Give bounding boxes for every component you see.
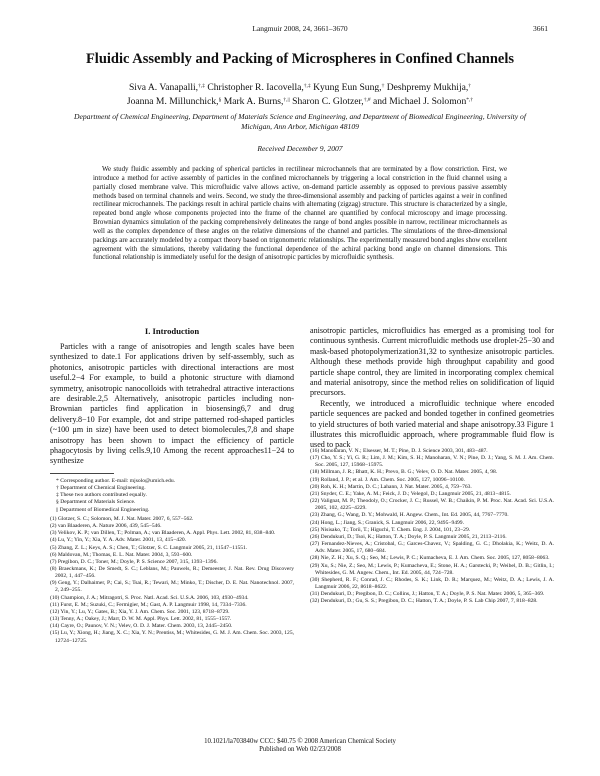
reference: (1) Glotzer, S. C.; Solomon, M. J. Nat. Mater. 2007, 6, 557−562. [50, 515, 194, 522]
reference: (2) van Blaaderen, A. Nature 2006, 439, 545−546. [50, 523, 162, 530]
author: and Michael J. Solomon*,† [372, 96, 474, 108]
page-number: 3661 [533, 24, 548, 33]
reference: (15) Lu, Y.; Xiong, H.; Jiang, X. C.; Xia, Y. N.; Prentiss, M.; Whitesides, G. M. J. Am. Chem. Soc. 2003, 125, 12724−12725. [50, 630, 294, 644]
reference: (9) Geng, Y.; Dalhaimer, P.; Cai, S.; Tsai, R.; Tewari, M.; Minko, T.; Discher, D. E. Nat. Nanotechnol. 2007, 2, 249−255. [50, 580, 294, 594]
reference: (27) Fernandez-Nieves, A.; Cristobal, G.; Garces-Chavez, V.; Spalding, G. C.; Dholakia, K.; Weitz, D. A. Adv. Mater. 2005, 17, 680−684. [310, 541, 554, 555]
reference: (16) Manoharan, V. N.; Elsesser, M. T.; Pine, D. J. Science 2003, 301, 483−487. [310, 448, 488, 454]
reference: (7) Pregibon, D. C.; Toner, M.; Doyle, P. S. Science 2007, 315, 1393−1396. [50, 558, 218, 565]
references-right [310, 448, 554, 605]
references-left [50, 516, 294, 645]
reference: (26) Dendukuri, D.; Tsoi, K.; Hatton, T. A.; Doyle, P. S. Langmuir 2005, 21, 2113−2116. [310, 533, 507, 540]
footnote: † Department of Chemical Engineering. [56, 485, 146, 492]
right-column [310, 326, 554, 451]
reference: (25) Nisisako, T.; Torii, T.; Higuchi, T. Chem. Eng. J. 2004, 101, 23−29. [310, 526, 471, 533]
section-heading: I. Introduction [144, 326, 200, 336]
reference: (19) Rolland, J. P.; et al. J. Am. Chem. Soc. 2005, 127, 10096−10100. [310, 476, 465, 483]
reference: (13) Tenny, A.; Oakey, J.; Marr, D. W. M. Appl. Phys. Lett. 2002, 81, 1555−1557. [50, 616, 232, 623]
affiliation: Department of Chemical Engineering, Department of Materials Science and Engineering, and Department of Biomedical Engineering, University of Michigan, Ann Arbor, Michigan 48109 [74, 112, 526, 131]
reference: (32) Dendukuri, D.; Gu, S. S.; Pregibon, D. C.; Hatton, T. A.; Doyle, P. S. Lab Chip 2007, 7, 818−828. [310, 598, 538, 605]
reference: (18) Millman, J. R.; Bhatt, K. H.; Prevo, B. G.; Velev, O. D. Nat. Mater. 2005, 4, 98. [310, 469, 498, 476]
footnote-rule [50, 473, 114, 474]
author: Deshpremy Mukhija,† [386, 82, 472, 93]
author: Christopher R. Iacovella,†,‡ [207, 82, 311, 93]
body-text [50, 342, 294, 467]
reference: (31) Dendukuri, D.; Pregibon, D. C.; Collins, J.; Hatton, T. A.; Doyle, P. S. Nat. Mater. 2006, 5, 365−369. [310, 591, 545, 598]
author: Joanna M. Millunchick,§ [126, 96, 222, 108]
reference: (20) Roh, K. H.; Martin, D. C.; Lahann, J. Nat. Mater. 2005, 4, 759−763. [310, 483, 472, 490]
running-header [0, 24, 600, 33]
reference: (6) Maldovan, M.; Thomas, E. L. Nat. Mater. 2004, 3, 593−600. [50, 551, 193, 558]
left-column [50, 326, 294, 645]
intro-paragraph: Particles with a range of anisotropies and length scales have been synthesized to date.1 For applications driven by self-assembly, such as photonics, anisotropic particles with directional interactions are most useful.2−4 For example, to build a photonic structure with diamond symmetry, anisotropic nanocolloids with tetrahedral attractive interactions are desirable.2,5 Alternatively, anisotropic particles including non-Brownian particles find application in biosensing6,7 and drug delivery.8−10 For example, dot and stripe patterned rod-shaped particles (~100 μm in size) have been used to detect biomolecules,7,8 and shape anisotropy has been shown to impact the efficiency of particle phagocytosis by living cells.9,10 Among the recent approaches11−24 to synthesize [50, 342, 294, 466]
doi-line: 10.1021/la703840w CCC: $40.75 © 2008 American Chemical Society [204, 738, 396, 745]
footnote: ‡ These two authors contributed equally. [56, 492, 147, 499]
intro-paragraph: Recently, we introduced a microfluidic technique where encoded particle sequences are packed and bonded together in confined geometries to yield structures of both varied material and shape anisotropy.33 Figure 1 illustrates this microfluidic approach, where programmable fluid flow is used to pack [310, 398, 554, 450]
footnote: * Corresponding author. E-mail: mjsolo@umich.edu. [56, 477, 176, 484]
footnote: § Department of Materials Science. [56, 499, 136, 506]
reference: (28) Nie, Z. H.; Xu, S. Q.; Seo, M.; Lewis, P. C.; Kumacheva, E. J. Am. Chem. Soc. 2005, 127, 8058−8063. [310, 555, 550, 562]
footnote: || Department of Biomedical Engineering. [56, 506, 150, 513]
reference: (11) Furst, E. M.; Suzuki, C.; Fermigier, M.; Gast, A. P. Langmuir 1998, 14, 7334−7336. [50, 601, 247, 608]
received-date: Received December 9, 2007 [257, 144, 343, 153]
footnotes [50, 478, 294, 514]
reference: (5) Zhang, Z. L.; Keys, A. S.; Chen, T.; Glotzer, S. C. Langmuir 2005, 21, 11547−11551. [50, 544, 248, 551]
abstract [93, 166, 507, 263]
reference: (24) Hong, L.; Jiang, S.; Granick, S. Langmuir 2006, 22, 9495−9499. [310, 519, 464, 526]
author-list [60, 80, 540, 109]
reference: (21) Snyder, C. E.; Yake, A. M.; Feick, J. D.; Velegol, D.; Langmuir 2005, 21, 4813−4815. [310, 490, 511, 497]
reference: (3) Velikov, K. P.; van Dillen, T.; Polman, A.; van Blaaderen, A. Appl. Phys. Lett. 2002, 81, 838−840. [50, 530, 276, 537]
reference: (12) Yin, Y.; Lu, Y.; Gates, B.; Xia, Y. J. Am. Chem. Soc. 2001, 123, 8718−8729. [50, 608, 230, 615]
reference: (29) Xu, S.; Nie, Z.; Seo, M.; Lewis, P.; Kumacheva, E.; Stone, H. A.; Garstecki, P.; Weibel, D. B.; Gitlin, I.; Whitesides, G. M. Angew. Chem., Int. Ed. 2005, 44, 724−728. [310, 562, 554, 576]
author: Kyung Eun Sung,† [313, 82, 385, 93]
publication-date: Published on Web 02/23/2008 [259, 746, 341, 754]
reference: (17) Cho, Y. S.; Yi, G. R.; Lim, J. M.; Kim, S. H.; Manoharan, V. N.; Pine, D. J.; Yang, S. M. J. Am. Chem. Soc. 2005, 127, 15968−15975. [310, 455, 554, 469]
reference: (30) Shepherd, R. F.; Conrad, J. C.; Rhodes, S. K.; Link, D. R.; Marquez, M.; Weitz, D. A.; Lewis, J. A. Langmuir 2006, 22, 8618−8622. [310, 576, 554, 590]
abstract-text: We study fluidic assembly and packing of spherical particles in rectilinear microchannels that are terminated by a flow constriction. First, we introduce a method for active assembly of particles in the confined microchannels by triggering a local constriction in the fluid channel using a partially closed membrane valve. This microfluidic valve allows active, on-demand particle assembly as opposed to previous passive assembly methods based on terminal channels and weirs. Second, we study the three-dimensional assembly and packing of particles against a weir in confined rectilinear microchannels. The packings result in achiral particle chains with alternating (zigzag) structure. This structure is characterized by a single, repeated bond angle whose components projected into the frame of the channel are quantified by confocal microscopy and image processing. Brownian dynamics simulation of the packing comprehensively delineates the range of bond angles possible in narrow, rectilinear microchannels as well as the complex dependence of these angles on the relative dimensions of the channel and particles. The simulations of the three-dimensional packings are accurately modeled by a compact theory based on trigonometric relationships. The experimentally measured bond angles show excellent agreement with the simulations, thereby validating the functional dependence of the achiral packing bond angle on channel dimensions. This functional relationship is immediately useful for the design of anisotropic particles by microfluidic synthesis. [93, 166, 507, 262]
reference: (10) Champion, J. A.; Mitragotri, S. Proc. Natl. Acad. Sci. U.S.A. 2006, 103, 4930−4934. [50, 594, 249, 601]
author: Siva A. Vanapalli,†,‡ [128, 82, 205, 93]
body-text [310, 326, 554, 451]
intro-paragraph: anisotropic particles, microfluidics has emerged as a promising tool for continuous synthesis. Current microfluidic methods use droplet-25−30 and mask-based photopolymerization31,32 to synthesize anisotropic particles. Although these methods provide high throughput capability and good particle shape control, they are limited in incorporating complex chemical and material anisotropy, since the method relies on solidification of liquid precursors. [310, 326, 554, 398]
reference: (22) Valignat, M. P.; Theodoly, O.; Crocker, J. C.; Russel, W. B.; Chaikin, P. M. Proc. Nat. Acad. Sci. U.S.A. 2005, 102, 4225−4229. [310, 498, 554, 512]
reference: (14) Cayre, O.; Paunov, V. N.; Velev, O. D. J. Mater. Chem. 2003, 13, 2445−2450. [50, 623, 233, 630]
reference: (23) Zhang, G.; Wang, D. Y.; Mohwald, H. Angew. Chem., Int. Ed. 2005, 44, 7767−7770. [310, 512, 509, 519]
author: Mark A. Burns,†,|| [223, 96, 290, 108]
reference: (4) Lu, Y.; Yin, Y.; Xia, Y. A. Adv. Mater. 2001, 13, 415−420. [50, 537, 186, 544]
page-footer [0, 738, 600, 755]
author: Sharon C. Glotzer,†,# [292, 96, 371, 108]
header-citation: Langmuir 2008, 24, 3661–3670 [252, 24, 348, 33]
reference: (8) Braeckmans, K.; De Smedt, S. C.; Leblans, M.; Pauwels, R.; Demeester, J. Nat. Rev. Drug Discovery 2002, 1, 447−456. [50, 565, 294, 580]
article-title: Fluidic Assembly and Packing of Microspheres in Confined Channels [85, 51, 515, 67]
